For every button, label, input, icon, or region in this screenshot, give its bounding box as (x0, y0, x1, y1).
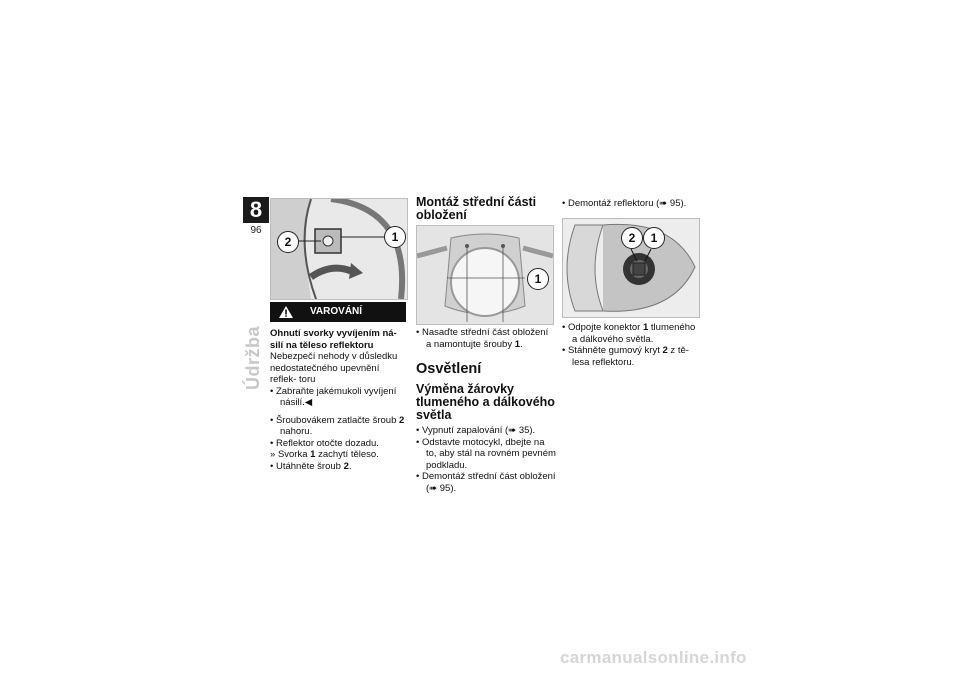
step-item: • Demontáž střední část obložení (➠ 95). (416, 471, 556, 494)
warning-text: Nebezpečí nehody v důsledku nedostatečného upevnění reflek- toru (270, 351, 398, 385)
column-3-top (562, 198, 702, 210)
warning-banner (270, 302, 406, 322)
warning-label: VAROVÁNÍ (310, 306, 363, 317)
watermark: carmanualsonline.info (560, 648, 747, 667)
column-1-text (270, 328, 408, 472)
step-item: • Nasaďte střední část obložení a namontujte šrouby 1. (416, 327, 549, 350)
chapter-title-vertical (238, 280, 268, 400)
step-item: • Demontáž reflektoru (➠ 95). (562, 198, 687, 209)
section-heading: Montáž střední části obložení (416, 195, 537, 222)
page-number: 96 (250, 225, 262, 236)
warning-title: Ohnutí svorky vyvíjením ná- silí na těleso reflektoru (270, 328, 397, 351)
callout-1: 1 (384, 226, 406, 248)
callout-1: 1 (643, 227, 665, 249)
figure-reflector-clip (270, 198, 408, 300)
column-2-heading (416, 196, 554, 222)
chapter-number: 8 (243, 197, 269, 223)
column-3-text (562, 322, 702, 368)
step-item: » Svorka 1 zachytí těleso. (270, 449, 379, 460)
step-item: • Šroubovákem zatlačte šroub 2 nahoru. (270, 414, 405, 437)
warning-icon (279, 306, 293, 318)
section-heading: Osvětlení (416, 361, 482, 377)
step-item: • Odstavte motocykl, dbejte na to, aby stál na rovném pevném podkladu. (416, 436, 556, 471)
subsection-heading: Výměna žárovky tlumeného a dálkového světla (416, 382, 555, 422)
step-item: • Stáhněte gumový kryt 2 z tě- lesa reflektoru. (562, 345, 689, 368)
column-2-text (416, 327, 556, 494)
step-item: • Vypnutí zapalování (➠ 35). (416, 425, 536, 436)
figure-fairing-center (416, 225, 554, 325)
callout-1: 1 (527, 268, 549, 290)
figure-headlight-rear (562, 218, 700, 318)
step-item: • Utáhněte šroub 2. (270, 460, 352, 472)
warning-bullet: • Zabraňte jakémukoli vyvíjení násilí.◀ (270, 385, 397, 408)
callout-2: 2 (621, 227, 643, 249)
step-item: • Odpojte konektor 1 tlumeného a dálkového světla. (562, 322, 696, 345)
callout-2: 2 (277, 231, 299, 253)
step-item: • Reflektor otočte dozadu. (270, 437, 379, 449)
chapter-title: Údržba (243, 325, 263, 390)
